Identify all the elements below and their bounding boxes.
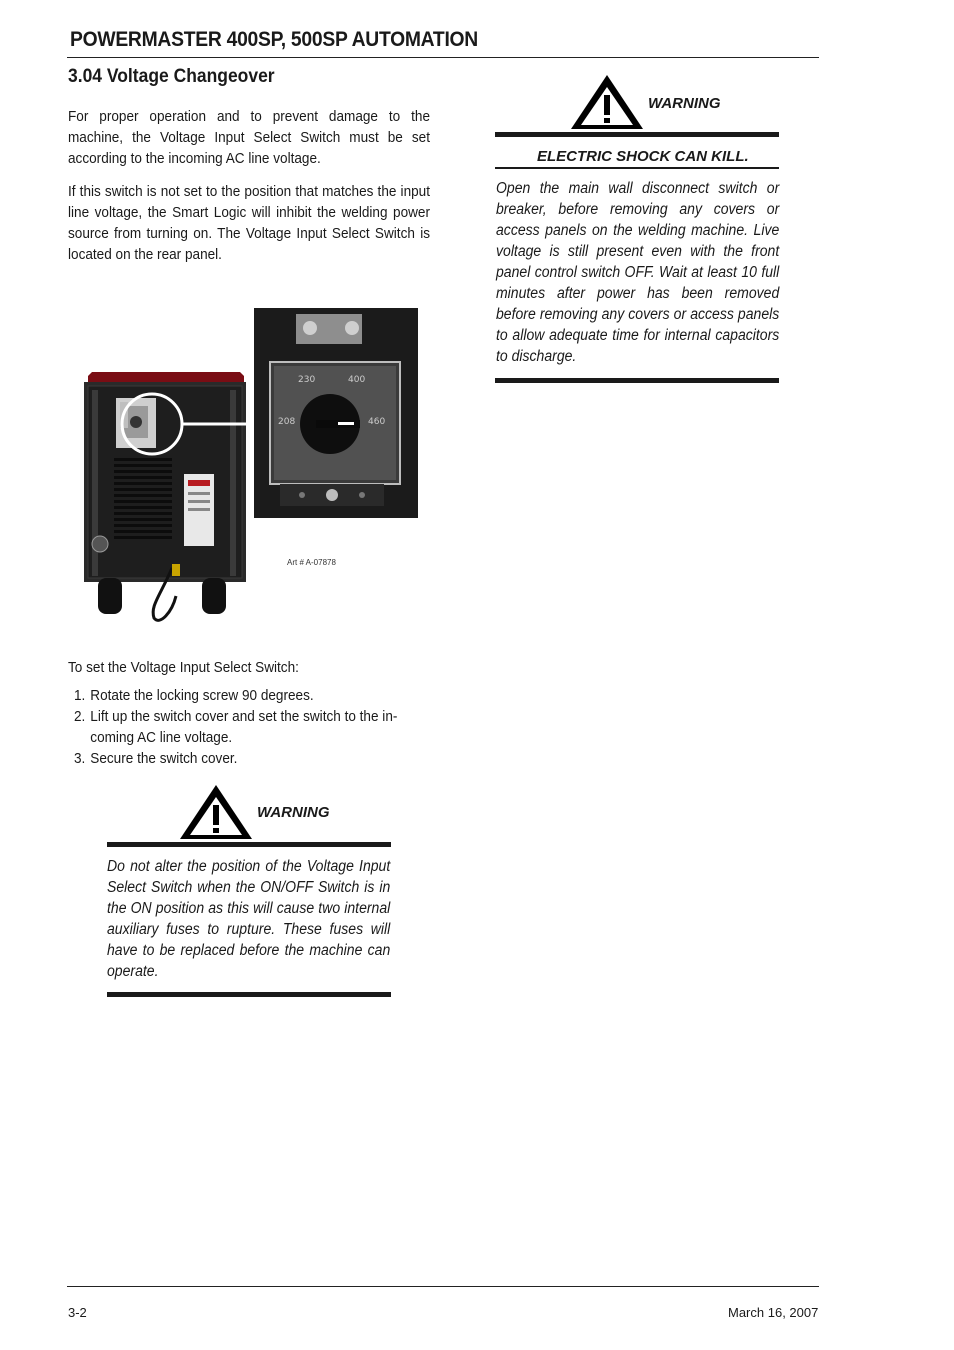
steps-intro: To set the Voltage Input Select Switch: — [68, 659, 299, 676]
step-number: 1. — [74, 687, 86, 704]
warning-top-rule — [107, 842, 391, 847]
warning-text-shock: Open the main wall disconnect switch or breaker, before removing any covers or access panels on the welding machine. Live voltage is still present even with the front panel control switch OFF. Wait at least 10 full minutes after power has been removed before removing any covers or access panels to allow adequate time for internal capacitors to discharge. — [496, 180, 780, 365]
warning-label: WARNING — [257, 804, 330, 821]
step-text: Secure the switch cover. — [90, 750, 238, 767]
warning-triangle-icon — [569, 73, 645, 131]
step-text: Lift up the switch cover and set the switch to the in-coming AC line voltage. — [90, 708, 398, 746]
warning-subheading: ELECTRIC SHOCK CAN KILL. — [537, 148, 749, 165]
switch-closeup-photo — [254, 308, 418, 518]
step-number: 3. — [74, 750, 86, 767]
paragraph-proper-operation: For proper operation and to prevent damage to the machine, the Voltage Input Select Switch must be set according to the incoming AC line voltage. — [68, 108, 430, 167]
list-item — [74, 748, 418, 769]
section-heading: 3.04 Voltage Changeover — [68, 66, 275, 87]
footer-date: March 16, 2007 — [728, 1305, 819, 1320]
rear-panel-figure — [80, 306, 425, 628]
art-number: Art # A-07878 — [287, 558, 336, 567]
warning-text-switch: Do not alter the position of the Voltage Input Select Switch when the ON/OFF Switch is in the ON position as this will cause two internal auxiliary fuses to rupture. These fuses will have to be replaced before the machine can operate. — [107, 858, 391, 980]
warning-top-rule — [495, 132, 779, 137]
paragraph-switch-mismatch: If this switch is not set to the position that matches the input line voltage, the Smart Logic will inhibit the welding power source from turning on. The Voltage Input Select Switch is located on the rear panel. — [68, 183, 430, 263]
footer-rule — [67, 1286, 819, 1287]
steps-list — [74, 685, 418, 769]
switch-label-208: 208 — [278, 417, 296, 427]
list-item — [74, 706, 418, 748]
switch-label-460: 460 — [368, 417, 386, 427]
warning-bottom-rule — [107, 992, 391, 997]
warning-bottom-rule — [495, 378, 779, 383]
switch-label-400: 400 — [348, 375, 366, 385]
document-title: POWERMASTER 400SP, 500SP AUTOMATION — [70, 28, 478, 51]
title-rule — [67, 57, 819, 58]
page-number: 3-2 — [68, 1305, 87, 1320]
warning-label: WARNING — [648, 95, 721, 112]
welder-rear-photo — [84, 372, 246, 620]
list-item — [74, 685, 418, 706]
switch-label-230: 230 — [298, 375, 316, 385]
step-number: 2. — [74, 708, 86, 725]
warning-triangle-icon — [178, 783, 254, 841]
subheading-rule — [495, 167, 779, 169]
step-text: Rotate the locking screw 90 degrees. — [90, 687, 314, 704]
